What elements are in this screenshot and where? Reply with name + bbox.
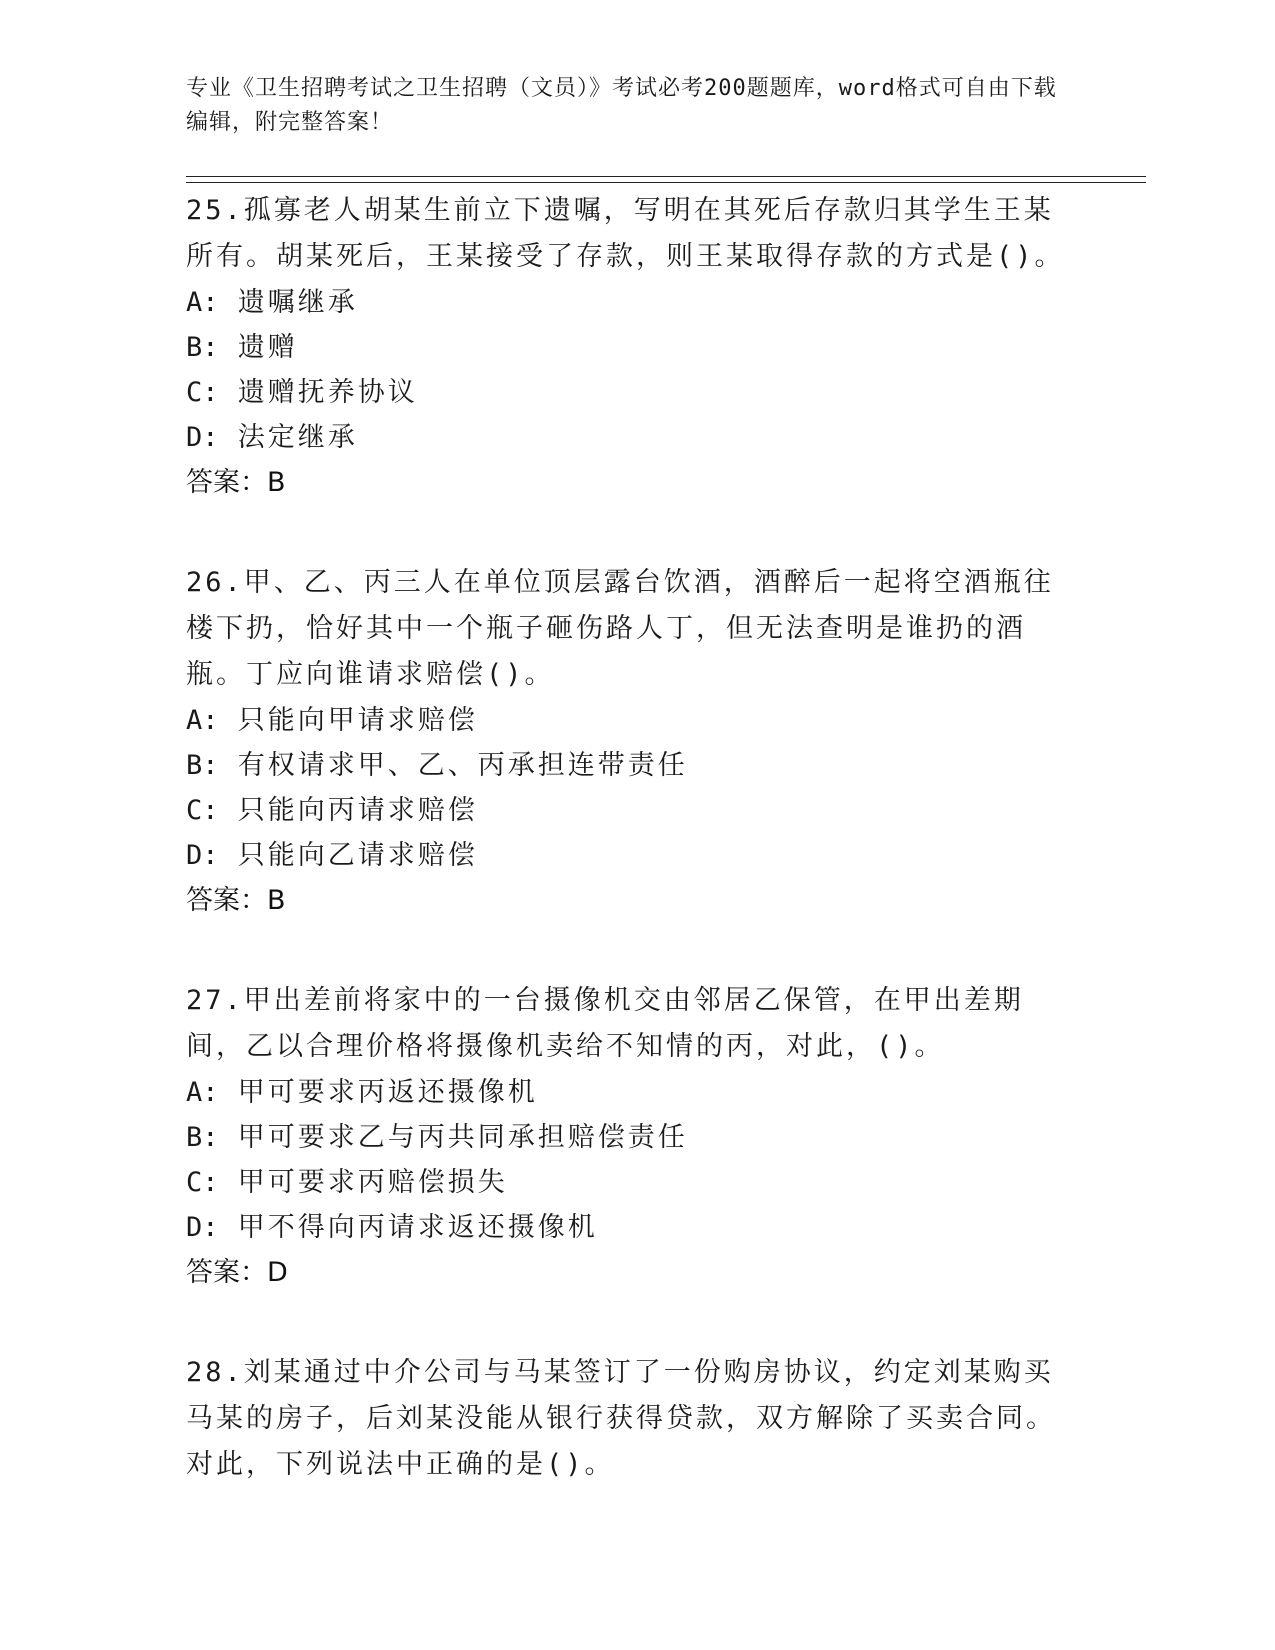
header-divider-top: [186, 176, 1146, 177]
option-letter: D:: [186, 840, 219, 871]
option-letter: D:: [186, 1212, 219, 1243]
option-a: [186, 280, 1076, 325]
option-letter: C:: [186, 795, 219, 826]
option-b: [186, 1115, 1076, 1160]
option-text: 遗嘱继承: [237, 287, 358, 318]
option-text: 法定继承: [237, 422, 358, 453]
option-a: [186, 1070, 1076, 1115]
question-27: [186, 978, 1076, 1296]
question-text: 26.甲、乙、丙三人在单位顶层露台饮酒，酒醉后一起将空酒瓶往楼下扔，恰好其中一个瓶子砸伤路人丁，但无法查明是谁扔的酒瓶。丁应向谁请求赔偿()。: [186, 567, 1054, 690]
option-text: 只能向乙请求赔偿: [237, 840, 478, 871]
question-text: 27.甲出差前将家中的一台摄像机交由邻居乙保管，在甲出差期间，乙以合理价格将摄像机卖给不知情的丙，对此，()。: [186, 985, 1024, 1062]
question-25: [186, 188, 1076, 506]
option-letter: D:: [186, 422, 219, 453]
option-d: [186, 1205, 1076, 1250]
header-divider-bottom: [186, 182, 1146, 183]
option-d: [186, 415, 1076, 460]
option-c: [186, 1160, 1076, 1205]
option-letter: C:: [186, 377, 219, 408]
question-text: 28.刘某通过中介公司与马某签订了一份购房协议，约定刘某购买马某的房子，后刘某没能从银行获得贷款，双方解除了买卖合同。对此，下列说法中正确的是()。: [186, 1357, 1056, 1480]
option-letter: A:: [186, 705, 219, 736]
option-a: [186, 698, 1076, 743]
option-text: 遗赠: [237, 332, 298, 363]
option-b: [186, 325, 1076, 370]
option-text: 甲可要求丙赔偿损失: [237, 1167, 508, 1198]
option-text: 有权请求甲、乙、丙承担连带责任: [237, 750, 688, 781]
option-d: [186, 833, 1076, 878]
option-b: [186, 743, 1076, 788]
document-header: 专业《卫生招聘考试之卫生招聘（文员）》考试必考200题题库，word格式可自由下载编辑，附完整答案！: [186, 76, 1057, 135]
option-text: 只能向丙请求赔偿: [237, 795, 478, 826]
option-text: 甲可要求乙与丙共同承担赔偿责任: [237, 1122, 688, 1153]
option-letter: B:: [186, 332, 219, 363]
option-text: 遗赠抚养协议: [237, 377, 418, 408]
option-letter: A:: [186, 1077, 219, 1108]
option-c: [186, 370, 1076, 415]
answer: 答案：B: [186, 467, 286, 498]
answer: 答案：B: [186, 885, 286, 916]
option-text: 只能向甲请求赔偿: [237, 705, 478, 736]
option-text: 甲可要求丙返还摄像机: [237, 1077, 538, 1108]
question-list: [186, 188, 1076, 1542]
option-letter: A:: [186, 287, 219, 318]
option-letter: B:: [186, 750, 219, 781]
answer: 答案：D: [186, 1257, 288, 1288]
question-28: [186, 1350, 1076, 1488]
option-letter: C:: [186, 1167, 219, 1198]
option-text: 甲不得向丙请求返还摄像机: [237, 1212, 598, 1243]
option-letter: B:: [186, 1122, 219, 1153]
question-26: [186, 560, 1076, 924]
option-c: [186, 788, 1076, 833]
question-text: 25.孤寡老人胡某生前立下遗嘱，写明在其死后存款归其学生王某所有。胡某死后，王某接受了存款，则王某取得存款的方式是()。: [186, 195, 1065, 272]
